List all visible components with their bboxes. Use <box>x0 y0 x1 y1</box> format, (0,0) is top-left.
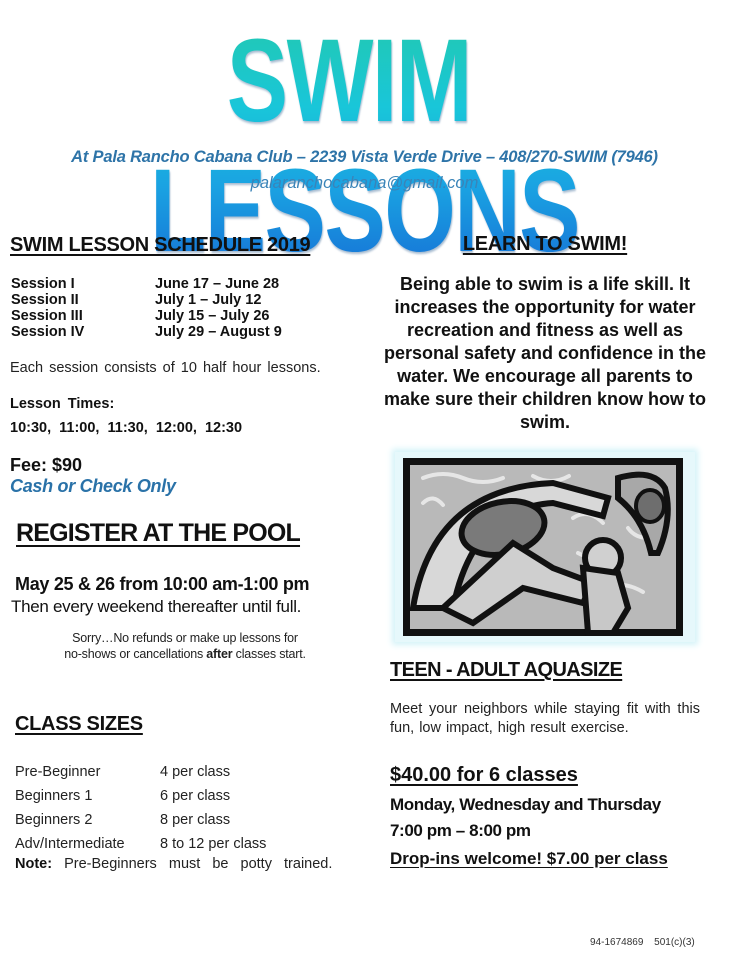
refund-text: no-shows or cancellations <box>64 647 207 661</box>
session-name: Session III <box>11 308 83 324</box>
aquasize-hours: 7:00 pm – 8:00 pm <box>390 821 531 840</box>
session-row <box>11 308 282 324</box>
fee: Fee: $90 <box>10 455 83 475</box>
refund-policy-line1: Sorry…No refunds or make up lessons for <box>72 631 298 645</box>
lesson-times-label: Lesson Times: <box>10 396 115 412</box>
title-word-swim: SWIM <box>226 15 472 147</box>
refund-policy <box>0 630 370 662</box>
learn-body: Being able to swim is a life skill. It increases the opportunity for water recreation and fitness as well as personal safety and confidence in the water. We encourage all parents to make sure their children know how to swim. <box>383 274 707 432</box>
session-row <box>11 292 282 308</box>
class-size-row <box>15 784 266 808</box>
class-size-row <box>15 832 266 856</box>
class-size: 8 per class <box>160 812 231 828</box>
class-size: 6 per class <box>160 788 231 804</box>
tax-id: 94-1674869 <box>590 937 644 948</box>
register-heading: REGISTER AT THE POOL <box>16 519 301 547</box>
aquasize-description: Meet your neighbors while staying fit with this fun, low impact, high result exercise. <box>390 701 700 736</box>
session-list <box>11 276 282 340</box>
aquasize-dropins: Drop-ins welcome! $7.00 per class <box>390 849 668 868</box>
session-name: Session I <box>11 276 75 292</box>
session-name: Session IV <box>11 324 85 340</box>
class-size: 4 per class <box>160 764 231 780</box>
session-dates: July 15 – July 26 <box>155 308 270 324</box>
session-dates: July 1 – July 12 <box>155 292 262 308</box>
class-note <box>15 856 332 872</box>
session-note: Each session consists of 10 half hour lessons. <box>10 360 321 376</box>
session-name: Session II <box>11 292 79 308</box>
class-size: 8 to 12 per class <box>160 836 267 852</box>
payment-method: Cash or Check Only <box>10 476 176 496</box>
lesson-times: 10:30, 11:00, 11:30, 12:00, 12:30 <box>10 420 243 436</box>
class-size-row <box>15 808 266 832</box>
class-size-list <box>15 760 266 856</box>
refund-emphasis: after <box>206 647 233 661</box>
title-word-lessons: LESSONS <box>150 145 579 277</box>
class-size-row <box>15 760 266 784</box>
session-row <box>11 324 282 340</box>
aquasize-days: Monday, Wednesday and Thursday <box>390 795 661 814</box>
class-level: Pre-Beginner <box>15 764 101 780</box>
registration-dates: May 25 & 26 from 10:00 am-1:00 pm <box>15 574 310 594</box>
nonprofit-status: 501(c)(3) <box>654 937 695 948</box>
class-level: Beginners 1 <box>15 788 93 804</box>
aquasize-heading: TEEN - ADULT AQUASIZE <box>390 659 623 681</box>
class-level: Adv/Intermediate <box>15 836 125 852</box>
session-dates: June 17 – June 28 <box>155 276 280 292</box>
learn-heading: LEARN TO SWIM! <box>462 233 628 255</box>
registration-followup: Then every weekend thereafter until full. <box>11 597 302 616</box>
aquasize-price: $40.00 for 6 classes <box>390 764 578 786</box>
footer <box>590 937 695 948</box>
schedule-heading: SWIM LESSON SCHEDULE 2019 <box>10 234 311 256</box>
refund-policy-line2 <box>0 646 370 662</box>
contact-email[interactable]: palaranchocabana@gmail.com <box>250 174 479 192</box>
class-sizes-heading: CLASS SIZES <box>15 713 143 735</box>
note-text: Pre-Beginners must be potty trained. <box>52 856 333 872</box>
session-dates: July 29 – August 9 <box>155 324 282 340</box>
refund-text-end: classes start. <box>232 647 306 661</box>
session-row <box>11 276 282 292</box>
note-label: Note: <box>15 856 53 872</box>
club-address: At Pala Rancho Cabana Club – 2239 Vista Verde Drive – 408/270-SWIM (7946) <box>71 148 658 166</box>
swim-instructor-icon <box>403 458 683 636</box>
class-level: Beginners 2 <box>15 812 93 828</box>
